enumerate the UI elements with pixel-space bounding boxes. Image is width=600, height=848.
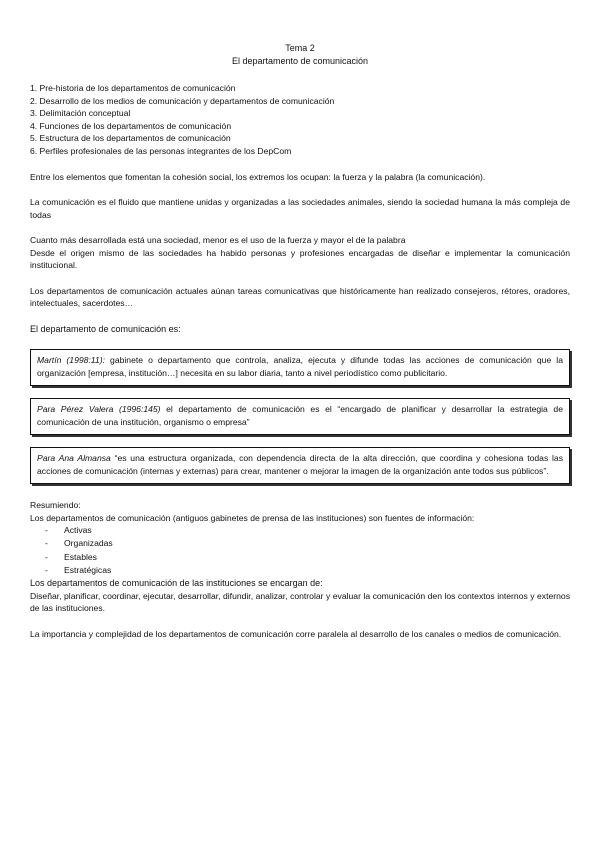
toc-item: 5. Estructura de los departamentos de comunicación — [30, 133, 231, 144]
definition-author: Para Pérez Valera (1996:145) — [37, 404, 161, 415]
list-item — [30, 524, 570, 537]
definition-box-martin — [30, 349, 570, 386]
toc-item: 4. Funciones de los departamentos de comunicación — [30, 120, 232, 131]
tasks-heading: Los departamentos de comunicación de las instituciones se encargan de: — [30, 578, 323, 589]
dash-marker: - — [45, 551, 48, 562]
paragraph-sociedad: Cuanto más desarrollada está una sociedad, menor es el uso de la fuerza y mayor el de la palabra — [30, 235, 406, 246]
definition-box-almansa — [30, 447, 570, 484]
list-item-label: Activas — [64, 525, 92, 536]
definition-box-perez-valera — [30, 398, 570, 435]
dash-marker: - — [45, 564, 48, 575]
document-title — [30, 42, 570, 68]
list-item — [30, 537, 570, 550]
summary-heading: Resumiendo: — [30, 500, 81, 511]
definition-text: “es una estructura organizada, con dependencia directa de la alta dirección, que coordina y cohesiona todas las acciones de comunicación (internas y externas) para crear, mantener o mejorar la imagen de la organización ante todos sus públicos”. — [37, 453, 564, 476]
toc-item: 3. Delimitación conceptual — [30, 108, 131, 119]
definition-author: Para Ana Almansa — [37, 453, 111, 464]
toc-item: 1. Pre-historia de los departamentos de comunicación — [30, 83, 236, 93]
summary-list — [30, 524, 570, 577]
title-line-2: El departamento de comunicación — [231, 56, 369, 66]
list-item-label: Estables — [64, 551, 97, 562]
definition-heading: El departamento de comunicación es: — [30, 323, 181, 334]
list-item-label: Estratégicas — [64, 564, 112, 575]
paragraph-origen: Desde el origen mismo de las sociedades ha habido personas y profesiones encargadas de diseñar e implementar la comunicación institucional. — [30, 247, 570, 271]
toc-item: 2. Desarrollo de los medios de comunicación y departamentos de comunicación — [30, 95, 335, 106]
paragraph-fluido: La comunicación es el fluido que mantiene unidas y organizadas a las sociedades animales, siendo la sociedad humana la más compleja de todas — [30, 197, 570, 220]
paragraph-cohesion: Entre los elementos que fomentan la cohesión social, los extremos los ocupan: la fuerza y la palabra (la comunicación). — [30, 171, 486, 182]
table-of-contents — [30, 82, 570, 158]
toc-item: 6. Perfiles profesionales de las personas integrantes de los DepCom — [30, 145, 292, 156]
tasks-text: Diseñar, planificar, coordinar, ejecutar, desarrollar, difundir, analizar, controlar y evaluar la comunicación den los contextos internos y externos de las instituciones. — [30, 590, 570, 614]
definition-author: Martín (1998:11): — [37, 355, 105, 366]
document-page — [30, 42, 570, 640]
dash-marker: - — [45, 538, 48, 549]
definition-text: gabinete o departamento que controla, analiza, ejecuta y difunde todas las acciones de comunicación que la organización [empresa, institución…] necesita en su labor diaria, tanto a nivel periodístico como publicitario. — [37, 355, 564, 378]
closing-paragraph: La importancia y complejidad de los departamentos de comunicación corre paralela al desarrollo de los canales o medios de comunicación. — [30, 628, 562, 639]
definition-text: el departamento de comunicación es el “encargado de planificar y desarrollar la estrategia de comunicación de una institución, organismo o empresa” — [37, 404, 563, 427]
summary-section — [30, 499, 570, 640]
list-item-label: Organizadas — [64, 538, 113, 549]
list-item — [30, 551, 570, 564]
title-line-1: Tema 2 — [285, 43, 315, 53]
list-item — [30, 564, 570, 577]
dash-marker: - — [45, 525, 48, 536]
summary-intro: Los departamentos de comunicación (antiguos gabinetes de prensa de las instituciones) son fuentes de información: — [30, 512, 475, 523]
paragraph-tareas: Los departamentos de comunicación actuales aúnan tareas comunicativas que históricamente han realizado consejeros, rétores, oradores, intelectuales, sacerdotes… — [30, 285, 570, 309]
